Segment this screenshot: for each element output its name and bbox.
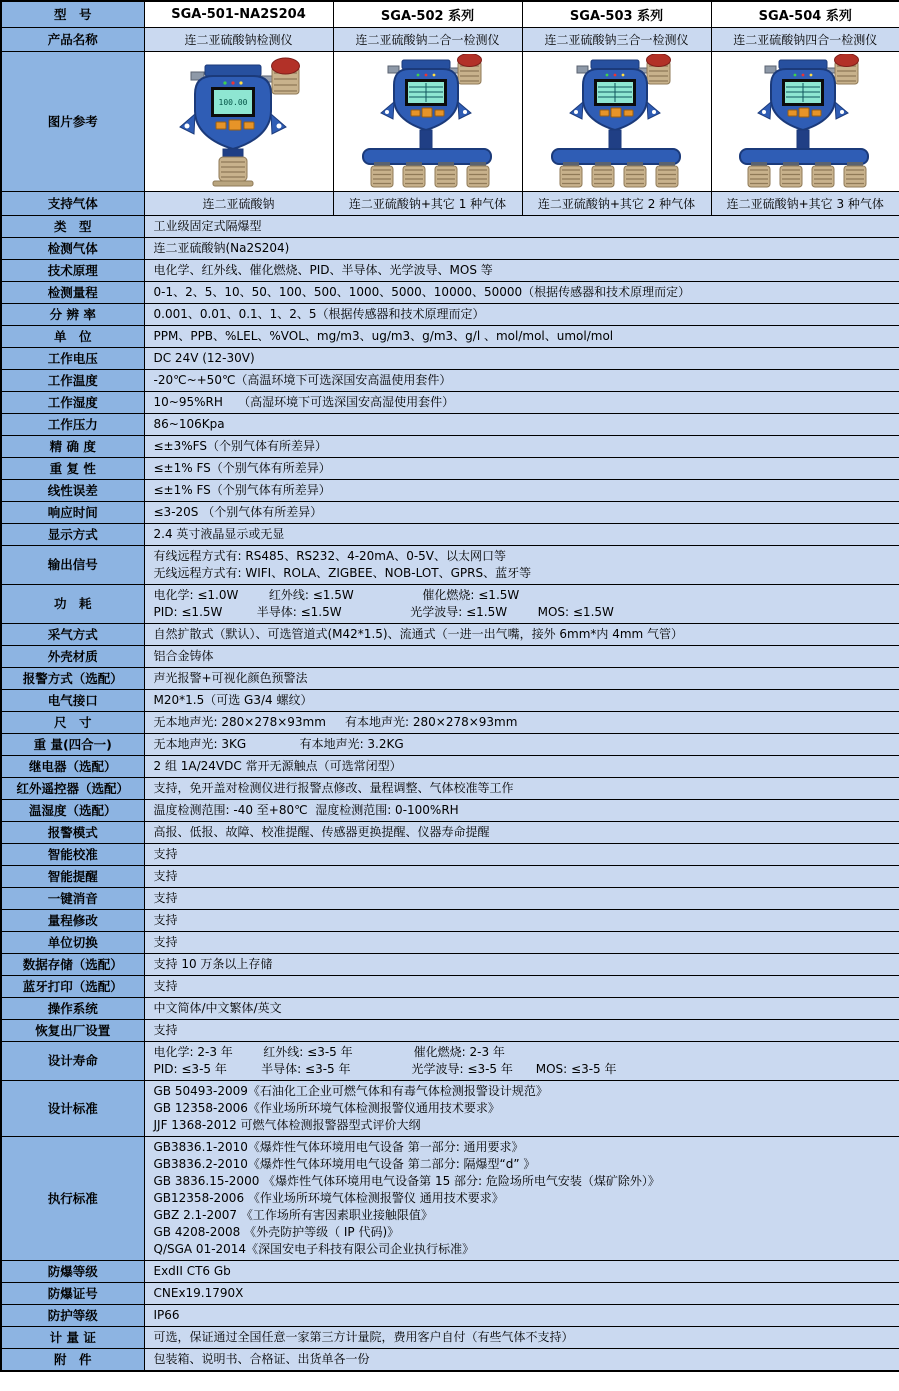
spec-value-line: GB3836.2-2010《爆炸性气体环境用电气设备 第二部分: 隔爆型“d” 》 (153, 1157, 536, 1171)
spec-value-line: 温度检测范围: -40 至+80℃ 湿度检测范围: 0-100%RH (153, 803, 459, 817)
spec-value-line: M20*1.5（可选 G3/4 螺纹） (153, 693, 313, 707)
product-image-cell (711, 52, 899, 192)
spec-value-line: 工业级固定式隔爆型 (153, 219, 262, 233)
spec-value-line: GBZ 2.1-2007 《工作场所有害因素职业接触限值》 (153, 1208, 433, 1222)
spec-row-label: 尺 寸 (1, 712, 144, 734)
spec-value-line: 无本地声光: 3KG 有本地声光: 3.2KG (153, 737, 404, 751)
spec-row (1, 1042, 899, 1081)
detector-image-single-sensor (145, 54, 333, 190)
spec-row (1, 326, 899, 348)
row-label-product-name: 产品名称 (1, 28, 144, 52)
spec-row-value (144, 1020, 899, 1042)
spec-value-line: ≤3-20S （个别气体有所差异） (153, 505, 323, 519)
spec-row-value (144, 304, 899, 326)
spec-value-line: 2 组 1A/24VDC 常开无源触点（可选常闭型） (153, 759, 402, 773)
spec-row-label: 蓝牙打印（选配） (1, 976, 144, 998)
spec-value-line: 电化学: 2-3 年 红外线: ≤3-5 年 催化燃烧: 2-3 年 (153, 1045, 505, 1059)
spec-value-line: PPM、PPB、%LEL、%VOL、mg/m3、ug/m3、g/m3、g/l 、mol/mol、umol/mol (153, 329, 614, 343)
spec-row-value (144, 1261, 899, 1283)
spec-row-value (144, 800, 899, 822)
spec-row (1, 910, 899, 932)
spec-row (1, 282, 899, 304)
spec-value-line: 支持 10 万条以上存储 (153, 957, 273, 971)
spec-value-line: GB12358-2006 《作业场所环境气体检测报警仪 通用技术要求》 (153, 1191, 504, 1205)
spec-row (1, 585, 899, 624)
spec-row (1, 998, 899, 1020)
spec-row (1, 392, 899, 414)
spec-row (1, 480, 899, 502)
spec-row-label: 单 位 (1, 326, 144, 348)
spec-row-label: 类 型 (1, 216, 144, 238)
spec-row-label: 检测气体 (1, 238, 144, 260)
spec-row-value (144, 238, 899, 260)
spec-value-line: ≤±1% FS（个别气体有所差异） (153, 483, 331, 497)
spec-value-line: 无线远程方式有: WIFI、ROLA、ZIGBEE、NOB-LOT、GPRS、蓝牙等 (153, 566, 532, 580)
spec-row-label: 输出信号 (1, 546, 144, 585)
model-cell: SGA-503 系列 (522, 1, 711, 28)
table-row (1, 192, 899, 216)
spec-row (1, 370, 899, 392)
table-row (1, 52, 899, 192)
spec-row-label: 防爆证号 (1, 1283, 144, 1305)
spec-row-label: 分 辨 率 (1, 304, 144, 326)
spec-row (1, 778, 899, 800)
spec-row (1, 844, 899, 866)
spec-row-value (144, 668, 899, 690)
row-label-image-reference: 图片参考 (1, 52, 144, 192)
spec-value-line: DC 24V (12-30V) (153, 351, 255, 365)
row-label-model: 型 号 (1, 1, 144, 28)
spec-row-value (144, 414, 899, 436)
spec-value-line: 支持，免开盖对检测仪进行报警点修改、量程调整、气体校准等工作 (153, 781, 514, 795)
spec-value-line: 自然扩散式（默认）、可选管道式(M42*1.5)、流通式（一进一出气嘴，接外 6mm*内 4mm 气管） (153, 627, 684, 641)
spec-row-value (144, 998, 899, 1020)
spec-row-value (144, 954, 899, 976)
supported-gas-cell: 连二亚硫酸钠+其它 3 种气体 (711, 192, 899, 216)
spec-row-value (144, 646, 899, 668)
spec-row (1, 1020, 899, 1042)
spec-row-value (144, 866, 899, 888)
spec-value-line: 中文简体/中文繁体/英文 (153, 1001, 282, 1015)
spec-row-label: 工作电压 (1, 348, 144, 370)
spec-row-label: 设计寿命 (1, 1042, 144, 1081)
spec-row (1, 888, 899, 910)
spec-row-value (144, 524, 899, 546)
spec-row-value (144, 436, 899, 458)
spec-row-label: 智能校准 (1, 844, 144, 866)
spec-row-value (144, 756, 899, 778)
spec-row-value (144, 458, 899, 480)
spec-row-value (144, 260, 899, 282)
supported-gas-cell: 连二亚硫酸钠 (144, 192, 333, 216)
spec-row-label: 单位切换 (1, 932, 144, 954)
spec-row-label: 数据存储（选配） (1, 954, 144, 976)
spec-row (1, 976, 899, 998)
spec-row-value (144, 1137, 899, 1261)
spec-row-label: 报警方式（选配） (1, 668, 144, 690)
spec-row-value (144, 624, 899, 646)
spec-value-line: 电化学、红外线、催化燃烧、PID、半导体、光学波导、MOS 等 (153, 263, 493, 277)
spec-value-line: 电化学: ≤1.0W 红外线: ≤1.5W 催化燃烧: ≤1.5W (153, 588, 520, 602)
spec-value-line: 铝合金铸体 (153, 649, 214, 663)
model-cell: SGA-501-NA2S204 (144, 1, 333, 28)
spec-row (1, 502, 899, 524)
spec-row-label: 设计标准 (1, 1081, 144, 1137)
spec-row-label: 重 复 性 (1, 458, 144, 480)
spec-value-line: JJF 1368-2012 可燃气体检测报警器型式评价大纲 (153, 1118, 421, 1132)
spec-row-value (144, 844, 899, 866)
spec-value-line: 支持 (153, 935, 178, 949)
spec-row-label: 量程修改 (1, 910, 144, 932)
spec-row-label: 工作湿度 (1, 392, 144, 414)
spec-row (1, 216, 899, 238)
spec-row-value (144, 282, 899, 304)
spec-row (1, 458, 899, 480)
spec-value-line: 可选，保证通过全国任意一家第三方计量院，费用客户自付（有些气体不支持） (153, 1330, 574, 1344)
spec-row-label: 外壳材质 (1, 646, 144, 668)
spec-value-line: 0-1、2、5、10、50、100、500、1000、5000、10000、50000（根据传感器和技术原理而定） (153, 285, 691, 299)
spec-row-label: 操作系统 (1, 998, 144, 1020)
row-label-supported-gas: 支持气体 (1, 192, 144, 216)
spec-value-line: 支持 (153, 869, 178, 883)
spec-value-line: 无本地声光: 280×278×93mm 有本地声光: 280×278×93mm (153, 715, 518, 729)
spec-row-label: 报警模式 (1, 822, 144, 844)
spec-value-line: 支持 (153, 979, 178, 993)
spec-value-line: 连二亚硫酸钠(Na2S204) (153, 241, 290, 255)
spec-row-label: 执行标准 (1, 1137, 144, 1261)
spec-value-line: ExdII CT6 Gb (153, 1264, 231, 1278)
spec-row-label: 检测量程 (1, 282, 144, 304)
spec-row-label: 采气方式 (1, 624, 144, 646)
product-name-cell: 连二亚硫酸钠二合一检测仪 (333, 28, 522, 52)
spec-value-line: GB 50493-2009《石油化工企业可燃气体和有毒气体检测报警设计规范》 (153, 1084, 548, 1098)
supported-gas-cell: 连二亚硫酸钠+其它 1 种气体 (333, 192, 522, 216)
spec-row-value (144, 822, 899, 844)
spec-row-value (144, 976, 899, 998)
spec-row (1, 954, 899, 976)
spec-value-line: Q/SGA 01-2014《深国安电子科技有限公司企业执行标准》 (153, 1242, 475, 1256)
spec-value-line: GB3836.1-2010《爆炸性气体环境用电气设备 第一部分: 通用要求》 (153, 1140, 524, 1154)
spec-row (1, 1327, 899, 1349)
spec-row (1, 646, 899, 668)
spec-row (1, 348, 899, 370)
spec-row-label: 精 确 度 (1, 436, 144, 458)
spec-row (1, 690, 899, 712)
spec-row (1, 1349, 899, 1372)
spec-row (1, 756, 899, 778)
spec-value-line: 支持 (153, 1023, 178, 1037)
spec-row-value (144, 888, 899, 910)
product-name-cell: 连二亚硫酸钠检测仪 (144, 28, 333, 52)
spec-row-label: 线性误差 (1, 480, 144, 502)
spec-row (1, 932, 899, 954)
spec-row-value (144, 348, 899, 370)
spec-value-line: -20℃~+50℃（高温环境下可选深国安高温使用套件） (153, 373, 452, 387)
table-row (1, 1, 899, 28)
spec-row-value (144, 910, 899, 932)
table-row (1, 28, 899, 52)
spec-row-value (144, 392, 899, 414)
spec-row (1, 304, 899, 326)
spec-row (1, 1283, 899, 1305)
spec-value-line: 包装箱、说明书、合格证、出货单各一份 (153, 1352, 370, 1366)
spec-row-value (144, 1349, 899, 1372)
spec-row-label: 电气接口 (1, 690, 144, 712)
spec-value-line: 2.4 英寸液晶显示或无显 (153, 527, 285, 541)
spec-value-line: ≤±1% FS（个别气体有所差异） (153, 461, 331, 475)
spec-row-value (144, 1042, 899, 1081)
spec-row-label: 红外遥控器（选配） (1, 778, 144, 800)
spec-row-label: 功 耗 (1, 585, 144, 624)
product-image-cell (522, 52, 711, 192)
spec-row-label: 附 件 (1, 1349, 144, 1372)
product-image-cell (144, 52, 333, 192)
spec-row (1, 414, 899, 436)
spec-row-label: 继电器（选配） (1, 756, 144, 778)
spec-value-line: 有线远程方式有: RS485、RS232、4-20mA、0-5V、以太网口等 (153, 549, 507, 563)
spec-row-label: 技术原理 (1, 260, 144, 282)
spec-row-value (144, 932, 899, 954)
model-cell: SGA-504 系列 (711, 1, 899, 28)
spec-row-value (144, 1283, 899, 1305)
spec-row-value (144, 370, 899, 392)
spec-row-value (144, 326, 899, 348)
product-image-cell (333, 52, 522, 192)
spec-value-line: 支持 (153, 891, 178, 905)
spec-value-line: 声光报警+可视化颜色预警法 (153, 671, 308, 685)
spec-row (1, 524, 899, 546)
product-name-cell: 连二亚硫酸钠三合一检测仪 (522, 28, 711, 52)
spec-row-value (144, 480, 899, 502)
spec-value-line: PID: ≤3-5 年 半导体: ≤3-5 年 光学波导: ≤3-5 年 MOS: ≤3-5 年 (153, 1062, 617, 1076)
spec-row (1, 822, 899, 844)
spec-row-value (144, 734, 899, 756)
detector-image-four-sensor (523, 54, 711, 190)
spec-value-line: GB 4208-2008 《外壳防护等级（ IP 代码)》 (153, 1225, 400, 1239)
spec-row (1, 668, 899, 690)
spec-value-line: 10~95%RH （高湿环境下可选深国安高湿使用套件） (153, 395, 455, 409)
spec-row-value (144, 690, 899, 712)
spec-row-label: 工作温度 (1, 370, 144, 392)
spec-value-line: IP66 (153, 1308, 180, 1322)
spec-value-line: GB 3836.15-2000 《爆炸性气体环境用电气设备第 15 部分: 危险场所电气安装（煤矿除外）》 (153, 1174, 660, 1188)
spec-row (1, 1081, 899, 1137)
spec-row-label: 显示方式 (1, 524, 144, 546)
detector-image-four-sensor (334, 54, 522, 190)
product-name-cell: 连二亚硫酸钠四合一检测仪 (711, 28, 899, 52)
spec-row-label: 温湿度（选配） (1, 800, 144, 822)
spec-row-label: 防爆等级 (1, 1261, 144, 1283)
spec-row (1, 1261, 899, 1283)
spec-row-value (144, 712, 899, 734)
spec-row-label: 智能提醒 (1, 866, 144, 888)
spec-value-line: 高报、低报、故障、校准提醒、传感器更换提醒、仪器寿命提醒 (153, 825, 490, 839)
spec-row-value (144, 1305, 899, 1327)
spec-row-value (144, 585, 899, 624)
spec-row (1, 1305, 899, 1327)
spec-row-label: 一键消音 (1, 888, 144, 910)
spec-row-value (144, 502, 899, 524)
spec-value-line: 支持 (153, 913, 178, 927)
spec-row (1, 546, 899, 585)
spec-row-label: 响应时间 (1, 502, 144, 524)
spec-row-label: 工作压力 (1, 414, 144, 436)
spec-row (1, 238, 899, 260)
spec-row (1, 734, 899, 756)
model-cell: SGA-502 系列 (333, 1, 522, 28)
detector-image-four-sensor (712, 54, 899, 190)
spec-row-value (144, 216, 899, 238)
spec-row-value (144, 1327, 899, 1349)
spec-row (1, 624, 899, 646)
spec-value-line: 0.001、0.01、0.1、1、2、5（根据传感器和技术原理而定） (153, 307, 485, 321)
svg-text:100.00: 100.00 (218, 97, 247, 107)
spec-row (1, 800, 899, 822)
spec-row-label: 计 量 证 (1, 1327, 144, 1349)
spec-row (1, 712, 899, 734)
spec-row-label: 重 量(四合一) (1, 734, 144, 756)
spec-value-line: 86~106Kpa (153, 417, 225, 431)
spec-value-line: GB 12358-2006《作业场所环境气体检测报警仪通用技术要求》 (153, 1101, 500, 1115)
spec-value-line: PID: ≤1.5W 半导体: ≤1.5W 光学波导: ≤1.5W MOS: ≤1.5W (153, 605, 614, 619)
spec-value-line: 支持 (153, 847, 178, 861)
spec-row (1, 866, 899, 888)
spec-row-label: 防护等级 (1, 1305, 144, 1327)
spec-row-value (144, 546, 899, 585)
spec-value-line: ≤±3%FS（个别气体有所差异） (153, 439, 327, 453)
spec-row-label: 恢复出厂设置 (1, 1020, 144, 1042)
spec-row (1, 436, 899, 458)
spec-row (1, 1137, 899, 1261)
spec-row-value (144, 1081, 899, 1137)
supported-gas-cell: 连二亚硫酸钠+其它 2 种气体 (522, 192, 711, 216)
spec-row-value (144, 778, 899, 800)
spec-row (1, 260, 899, 282)
spec-value-line: CNEx19.1790X (153, 1286, 244, 1300)
